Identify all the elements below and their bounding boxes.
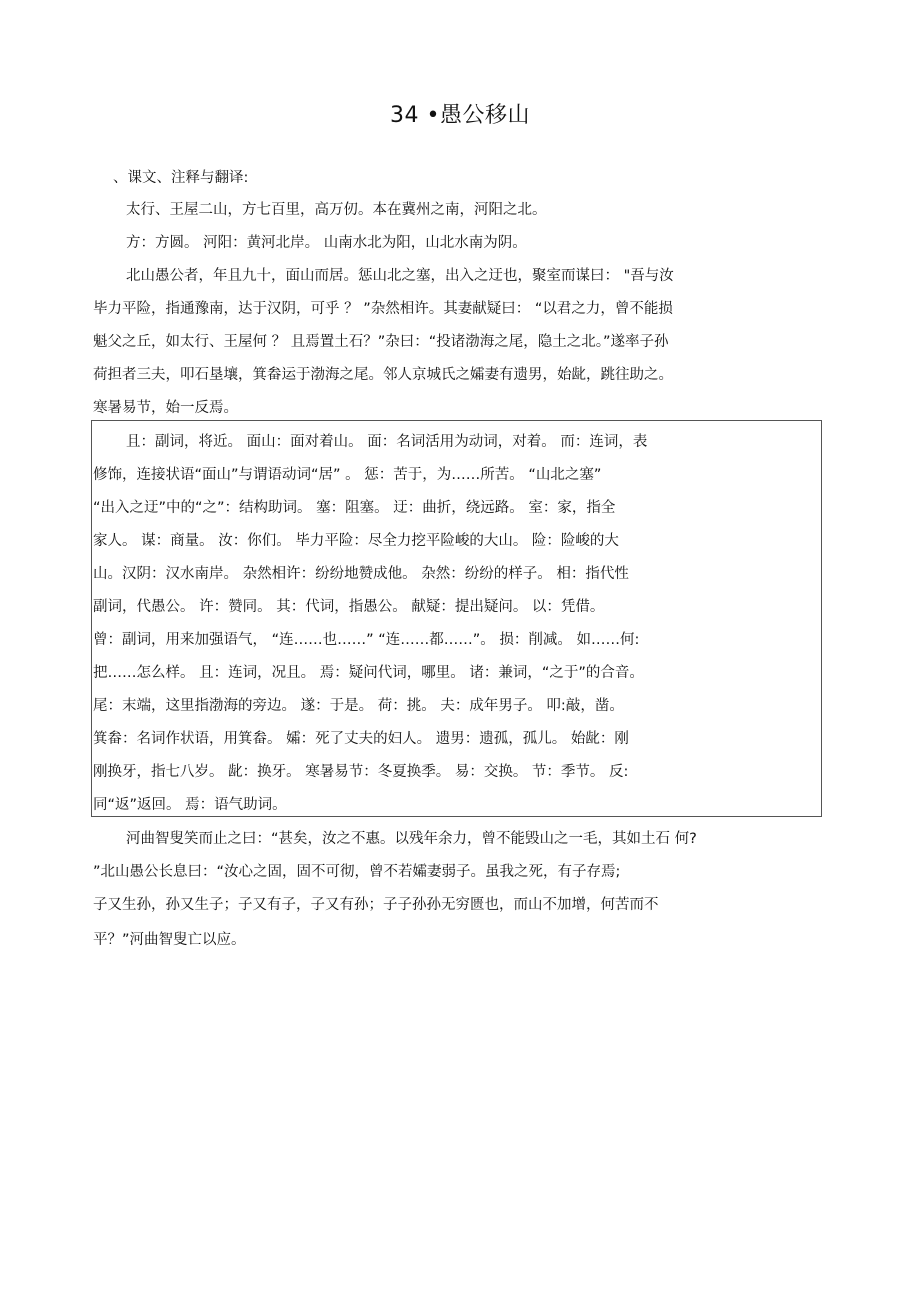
annotation-line: 同“返”返回。 焉：语气助词。: [93, 797, 287, 813]
annotation-line: 家人。 谋：商量。 汝：你们。 毕力平险：尽全力挖平险峻的大山。 险：险峻的大: [93, 533, 619, 549]
section-heading: 、课文、注释与翻译:: [113, 170, 249, 186]
annotation-line: 方：方圆。 河阳：黄河北岸。 山南水北为阳，山北水南为阴。: [126, 235, 527, 251]
annotation-line: “出入之迂”中的“之”：结构助词。 塞：阻塞。 迂：曲折，绕远路。 室：家，指全: [93, 500, 616, 516]
text-line: 子又生孙，孙又生子；子又有子，子又有孙；子子孙孙无穷匮也，而山不加增，何苦而不: [93, 897, 659, 913]
annotation-line: 山。汉阴：汉水南岸。 杂然相许：纷纷地赞成他。 杂然：纷纷的样子。 相：指代性: [93, 566, 629, 582]
text-line: 平？”河曲智叟亡以应。: [93, 932, 246, 948]
annotation-line: 副词，代愚公。 许：赞同。 其：代词，指愚公。 献疑：提出疑问。 以：凭借。: [93, 599, 605, 615]
text-line: 北山愚公者，年且九十，面山而居。惩山北之塞，出入之迂也，聚室而谋曰： "吾与汝: [126, 268, 674, 284]
page-title: 34 •愚公移山: [390, 103, 530, 128]
text-line: 毕力平险，指通豫南，达于汉阴，可乎 ？ ”杂然相许。其妻献疑曰： “以君之力，曾不能损: [93, 301, 673, 317]
text-line: 河曲智叟笑而止之曰：“甚矣，汝之不惠。以残年余力，曾不能毁山之一毛，其如土石 何?: [126, 831, 697, 847]
text-line: 魁父之丘，如太行、王屋何 ？ 且焉置土石？”杂曰：“投诸渤海之尾，隐土之北。”遂率子孙: [93, 334, 669, 350]
text-line: 荷担者三夫，叩石垦壤，箕畚运于渤海之尾。邻人京城氏之孀妻有遗男，始龀，跳往助之。: [93, 367, 673, 383]
annotation-line: 尾：末端，这里指渤海的旁边。 遂：于是。 荷：挑。 夫：成年男子。 叩:敲，凿。: [93, 698, 624, 714]
annotation-line: 把……怎么样。 且：连词，况且。 焉：疑问代词，哪里。 诸：兼词，“之于”的合音。: [93, 665, 644, 681]
annotation-line: 且：副词，将近。 面山：面对着山。 面：名词活用为动词，对着。 而：连词，表: [126, 434, 648, 450]
annotation-line: 箕畚：名词作状语，用箕畚。 孀：死了丈夫的妇人。 遗男：遗孤，孤儿。 始龀：刚: [93, 731, 629, 747]
annotation-line: 刚换牙，指七八岁。 龀：换牙。 寒暑易节：冬夏换季。 易：交换。 节：季节。 反:: [93, 764, 629, 780]
text-line: 太行、王屋二山，方七百里，高万仞。本在冀州之南，河阳之北。: [126, 202, 547, 218]
text-line: ”北山愚公长息曰：“汝心之固，固不可彻，曾不若孀妻弱子。虽我之死，有子存焉;: [93, 864, 621, 880]
annotation-line: 修饰，连接状语“面山”与谓语动词“居” 。 惩：苦于，为……所苦。 “山北之塞”: [93, 467, 602, 483]
annotation-line: 曾：副词，用来加强语气， “连……也……” “连……都……”。 损：削减。 如……何:: [93, 632, 640, 648]
text-line: 寒暑易节，始一反焉。: [93, 400, 238, 416]
